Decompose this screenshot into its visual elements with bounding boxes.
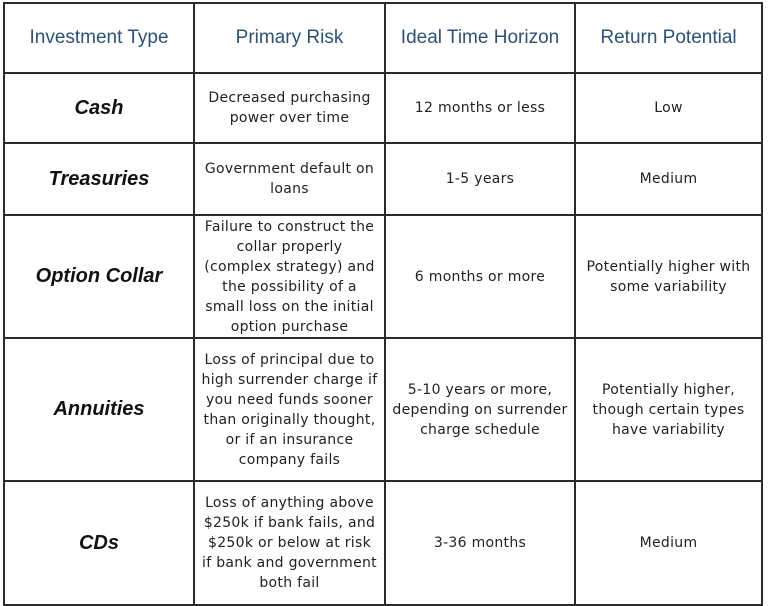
header-ideal-time-horizon: Ideal Time Horizon (385, 3, 575, 73)
primary-risk-cell: Failure to construct the collar properly (complex strategy) and the possibility of a small loss on the initial option purchase (194, 215, 385, 338)
primary-risk-cell: Loss of anything above $250k if bank fails, and $250k or below at risk if bank and government both fail (194, 481, 385, 605)
table-row (4, 73, 762, 143)
time-horizon-cell: 12 months or less (385, 73, 575, 143)
investment-type-cell: Treasuries (4, 143, 194, 215)
header-return-potential: Return Potential (575, 3, 762, 73)
primary-risk-cell: Government default on loans (194, 143, 385, 215)
investment-type-cell: CDs (4, 481, 194, 605)
primary-risk-cell: Loss of principal due to high surrender charge if you need funds sooner than originally thought, or if an insurance company fails (194, 338, 385, 481)
investment-type-cell: Cash (4, 73, 194, 143)
table-row (4, 481, 762, 605)
investment-comparison-table (3, 2, 763, 606)
return-potential-cell: Potentially higher with some variability (575, 215, 762, 338)
time-horizon-cell: 1-5 years (385, 143, 575, 215)
header-primary-risk: Primary Risk (194, 3, 385, 73)
header-row (4, 3, 762, 73)
header-investment-type: Investment Type (4, 3, 194, 73)
time-horizon-cell: 3-36 months (385, 481, 575, 605)
return-potential-cell: Medium (575, 481, 762, 605)
return-potential-cell: Potentially higher, though certain types have variability (575, 338, 762, 481)
table-row (4, 143, 762, 215)
return-potential-cell: Low (575, 73, 762, 143)
table-row (4, 215, 762, 338)
primary-risk-cell: Decreased purchasing power over time (194, 73, 385, 143)
time-horizon-cell: 6 months or more (385, 215, 575, 338)
table-row (4, 338, 762, 481)
time-horizon-cell: 5-10 years or more, depending on surrender charge schedule (385, 338, 575, 481)
investment-type-cell: Option Collar (4, 215, 194, 338)
investment-type-cell: Annuities (4, 338, 194, 481)
return-potential-cell: Medium (575, 143, 762, 215)
